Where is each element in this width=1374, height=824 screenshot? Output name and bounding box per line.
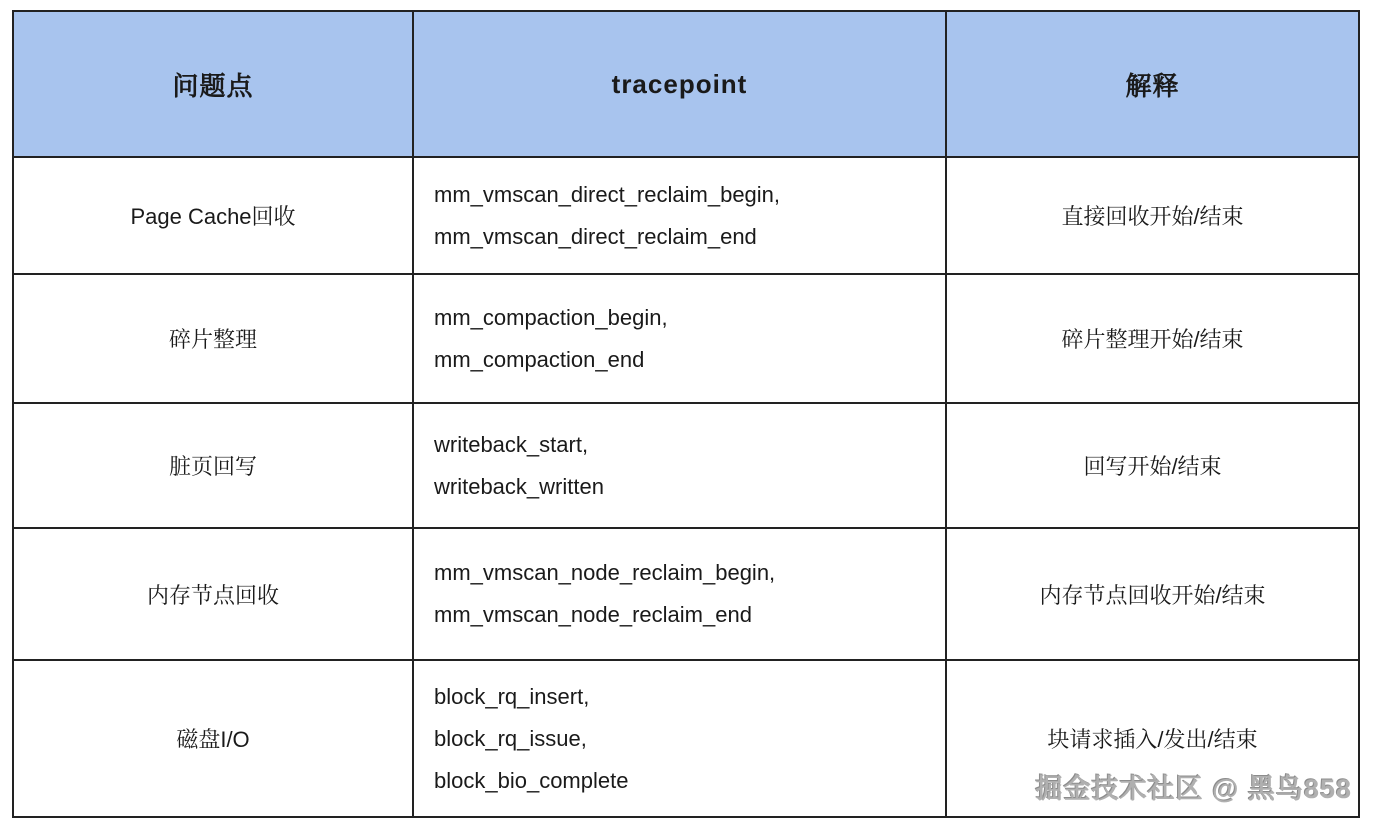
tracepoint-line: block_bio_complete bbox=[434, 767, 629, 793]
tracepoint-line: block_rq_issue, bbox=[434, 725, 587, 751]
tracepoint-cell bbox=[413, 403, 946, 528]
tracepoint-table bbox=[12, 10, 1360, 818]
tracepoint-line: mm_vmscan_direct_reclaim_end bbox=[434, 223, 757, 249]
tracepoint-line: mm_vmscan_node_reclaim_begin, bbox=[434, 560, 776, 585]
tracepoint-cell bbox=[413, 157, 946, 274]
tracepoint-cell bbox=[413, 528, 946, 660]
tracepoint-cell bbox=[413, 660, 946, 817]
problem-cell: 内存节点回收 bbox=[13, 528, 413, 660]
tracepoint-line: block_rq_insert, bbox=[434, 683, 590, 709]
problem-cell: 脏页回写 bbox=[13, 403, 413, 528]
explanation-cell: 直接回收开始/结束 bbox=[946, 157, 1359, 274]
column-header-explanation: 解释 bbox=[946, 11, 1359, 157]
explanation-cell: 内存节点回收开始/结束 bbox=[946, 528, 1359, 660]
table-header-row bbox=[13, 11, 1359, 157]
tracepoint-line: mm_compaction_end bbox=[434, 346, 645, 372]
table-row-page-cache-reclaim bbox=[13, 157, 1359, 274]
explanation-cell: 回写开始/结束 bbox=[946, 403, 1359, 528]
tracepoint-line: writeback_start, bbox=[434, 431, 589, 457]
table-row-writeback bbox=[13, 403, 1359, 528]
table-row-compaction bbox=[13, 274, 1359, 403]
tracepoint-line: writeback_written bbox=[434, 473, 604, 499]
column-header-problem: 问题点 bbox=[13, 11, 413, 157]
tracepoint-line: mm_vmscan_direct_reclaim_begin, bbox=[434, 181, 781, 207]
table-row-node-reclaim bbox=[13, 528, 1359, 660]
explanation-cell: 块请求插入/发出/结束 bbox=[946, 660, 1359, 817]
tracepoint-cell bbox=[413, 274, 946, 403]
explanation-cell: 碎片整理开始/结束 bbox=[946, 274, 1359, 403]
problem-cell: 碎片整理 bbox=[13, 274, 413, 403]
watermark: 掘金技术社区 @ 黑鸟858 bbox=[1035, 774, 1352, 804]
tracepoint-line: mm_compaction_begin, bbox=[434, 304, 668, 330]
column-header-tracepoint: tracepoint bbox=[413, 11, 946, 157]
problem-cell: 磁盘I/O bbox=[13, 660, 413, 817]
tracepoint-line: mm_vmscan_node_reclaim_end bbox=[434, 602, 752, 627]
problem-cell: Page Cache回收 bbox=[13, 157, 413, 274]
